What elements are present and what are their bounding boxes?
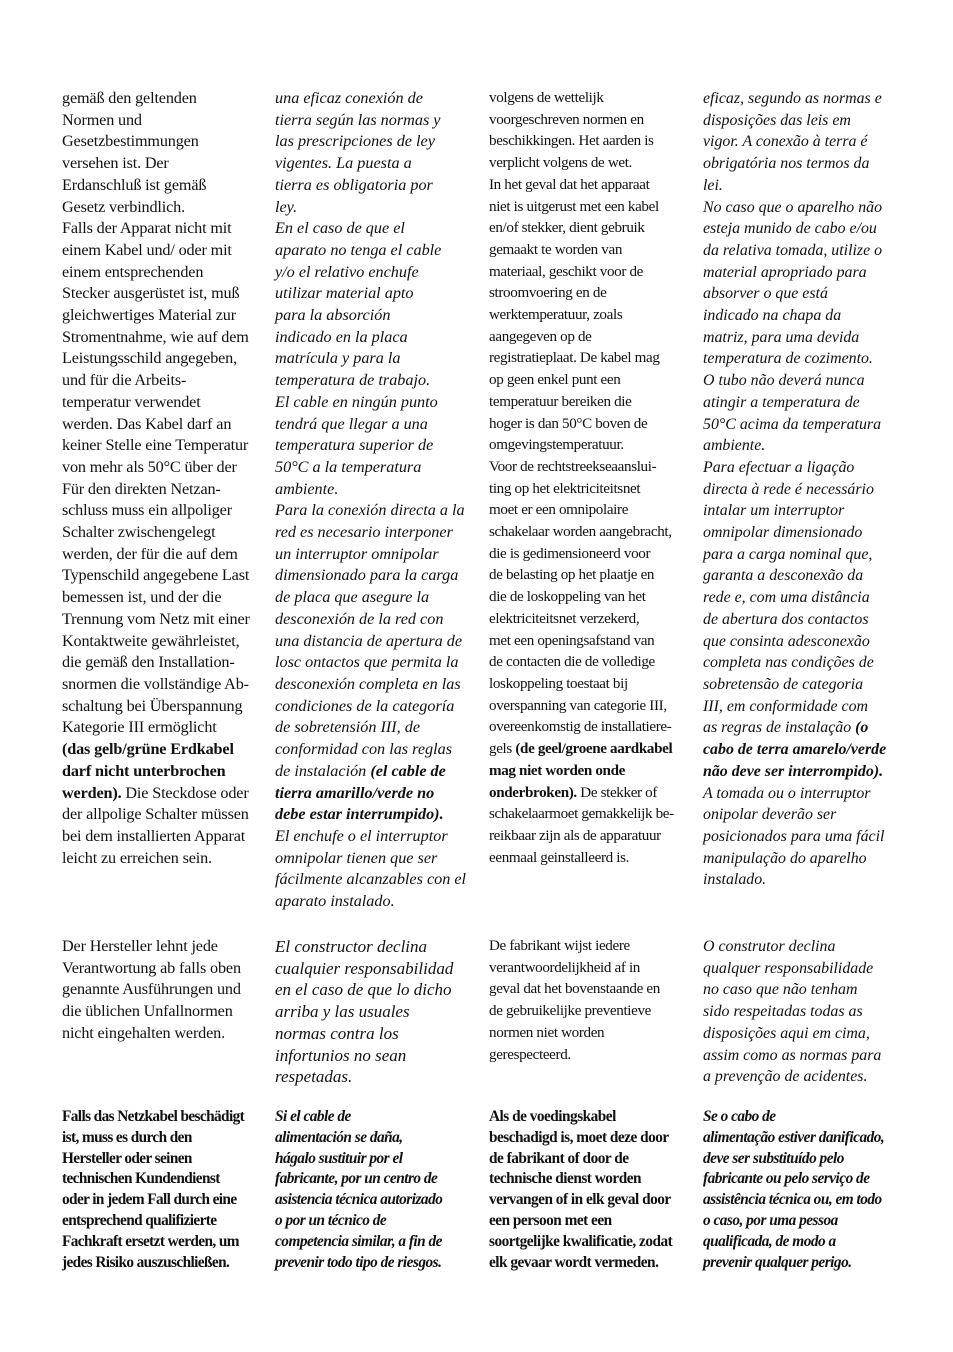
german-installation-text — [62, 88, 250, 869]
dutch-install-part-b: De stekker of schakelaarmoet gemakkelijk be- reikbaar zijn als de apparatuur eenmaal geinstalleerd is. — [489, 784, 674, 866]
spanish-install-part-b: El enchufe o el interruptor omnipolar tienen que ser fácilmente alcanzables con el aparato instalado. — [275, 826, 467, 911]
portuguese-installation-text — [703, 88, 886, 891]
spanish-earth-cable-warning: (el cable de tierra amarillo/verde no debe estar interrumpido). — [275, 761, 446, 824]
portuguese-install-part-b: A tomada ou o interruptor onipolar deverão ser posicionados para uma fácil manipulação do aparelho instalado. — [703, 784, 885, 889]
german-cable-replacement-text: Falls das Netzkabel beschädigt ist, muss es durch den Hersteller oder seinen technischen Kundendienst oder in jedem Fall durch eine entsprechend qualifizierte Fachkraft ersetzt werden, um jedes Risiko auszuschließen. — [62, 1108, 245, 1271]
spanish-install-part-a: una eficaz conexión de tierra según las normas y las prescripciones de ley vigentes. La puesta a tierra es obligatoria por ley. En el caso de que el aparato no tenga el cable y/o el relativo enchufe utilizar material apto para la absorción indicado en la placa matrícula y para la temperatura de trabajo. El cable en ningún punto tendrá que llegar a una temperatura superior de 50°C a la temperatura ambiente. Para la conexión directa a la red es necesario interponer un interruptor omnipolar dimensionado para la carga de placa que asegure la desconexión de la red con una distancia de apertura de losc ontactos que permita la desconexión completa en las condiciones de la categoría de sobretensión III, de conformidad con las reglas de instalación — [275, 89, 465, 780]
spanish-cable-replacement-text: Si el cable de alimentación se daña, hágalo sustituir por el fabricante, por un centro de asistencia técnica autorizado o por un técnico de competencia similar, a fin de prevenir todo tipo de riesgos. — [275, 1108, 443, 1271]
spanish-liability-text: El constructor declina cualquier responsabilidad en el caso de que lo dicho arriba y las usuales normas contra los infortunios no sean respetadas. — [275, 937, 454, 1087]
portuguese-liability-text: O construtor declina qualquer responsabilidade no caso que não tenham sido respeitadas todas as disposições aqui em cima, assim como as normas para a prevenção de acidentes. — [703, 938, 882, 1086]
dutch-install-part-a: volgens de wettelijk voorgeschreven normen en beschikkingen. Het aarden is verplicht volgens de wet. In het geval dat het apparaat niet is uitgerust met een kabel en/of stekker, dient gebruik gemaakt te worden van materiaal, geschikt voor de stroomvoering en de werktemperatuur, zoals aangegeven op de registratieplaat. De kabel mag op geen enkel punt een temperatuur bereiken die hoger is dan 50°C boven de omgevingstemperatuur. Voor de rechtstreekseaanslui- ting op het elektriciteitsnet moet er een omnipolaire schakelaar worden aangebracht, die is gedimensioneerd voor de belasting op het plaatje en die de loskoppeling van het elektriciteitsnet verzekerd, met een openingsafstand van de contacten die de volledige loskoppeling toestaat bij overspanning van categorie III, overeenkomstig de installatiere- gels — [489, 90, 672, 758]
spanish-installation-text — [275, 88, 466, 913]
german-earth-cable-warning: (das gelb/grüne Erdkabel darf nicht unterbrochen werden). — [62, 740, 234, 802]
dutch-cable-replacement-text: Als de voedingskabel beschadigd is, moet deze door de fabrikant of door de technische dienst worden vervangen of in elk geval door een persoon met een soortgelijke kwalificatie, zodat elk gevaar wordt vermeden. — [489, 1108, 673, 1271]
german-install-part-b: Die Steckdose oder der allpolige Schalter müssen bei dem installierten Apparat leicht zu erreichen sein. — [62, 783, 249, 867]
portuguese-earth-cable-warning: (o cabo de terra amarelo/verde não deve ser interrompido). — [703, 719, 887, 780]
dutch-liability-text: De fabrikant wijst iedere verantwoordelijkheid af in geval dat het bovenstaande en de gebruikelijke preventieve normen niet worden gerespecteerd. — [489, 938, 660, 1063]
portuguese-cable-replacement-text: Se o cabo de alimentação estiver danificado, deve ser substituído pelo fabricante ou pelo serviço de assistência técnica ou, em todo o caso, por uma pessoa qualificada, de modo a prevenir qualquer perigo. — [703, 1108, 885, 1271]
dutch-earth-cable-warning: (de geel/groene aardkabel mag niet worden onde onderbroken). — [489, 741, 673, 801]
german-install-part-a: gemäß den geltenden Normen und Gesetzbestimmungen versehen ist. Der Erdanschluß ist gemäß Gesetz verbindlich. Falls der Apparat nicht mit einem Kabel und/ oder mit einem entsprechenden Stecker ausgerüstet ist, muß gleichwertiges Material zur Stromentnahme, wie auf dem Leistungsschild angegeben, und für die Arbeits- temperatur verwendet werden. Das Kabel darf an keiner Stelle eine Temperatur von mehr als 50°C über der Für den direkten Netzan- schluss muss ein allpoliger Schalter zwischengelegt werden, der für die auf dem Typenschild angegebene Last bemessen ist, und der die Trennung vom Netz mit einer Kontaktweite gewährleistet, die gemäß den Installation- snormen die vollständige Ab- schaltung bei Überspannung Kategorie III ermöglicht — [62, 89, 250, 737]
portuguese-install-part-a: eficaz, segundo as normas e disposições das leis em vigor. A conexão à terra é obrigatória nos termos da lei. No caso que o aparelho não esteja munido de cabo e/ou da relativa tomada, utilize o material apropriado para absorver o que está indicado na chapa da matriz, para uma devida temperatura de cozimento. O tubo não deverá nunca atingir a temperatura de 50°C acima da temperatura ambiente. Para efectuar a ligação directa à rede é necessário intalar um interruptor omnipolar dimensionado para a carga nominal que, garanta a desconexão da rede e, com uma distância de abertura dos contactos que consinta adesconexão completa nas condições de sobretensão de categoria III, em conformidade com as regras de instalação — [703, 90, 883, 737]
german-liability-text: Der Hersteller lehnt jede Verantwortung ab falls oben genannte Ausführungen und die üblichen Unfallnormen nicht eingehalten werden. — [62, 937, 241, 1042]
dutch-installation-text — [489, 88, 674, 869]
